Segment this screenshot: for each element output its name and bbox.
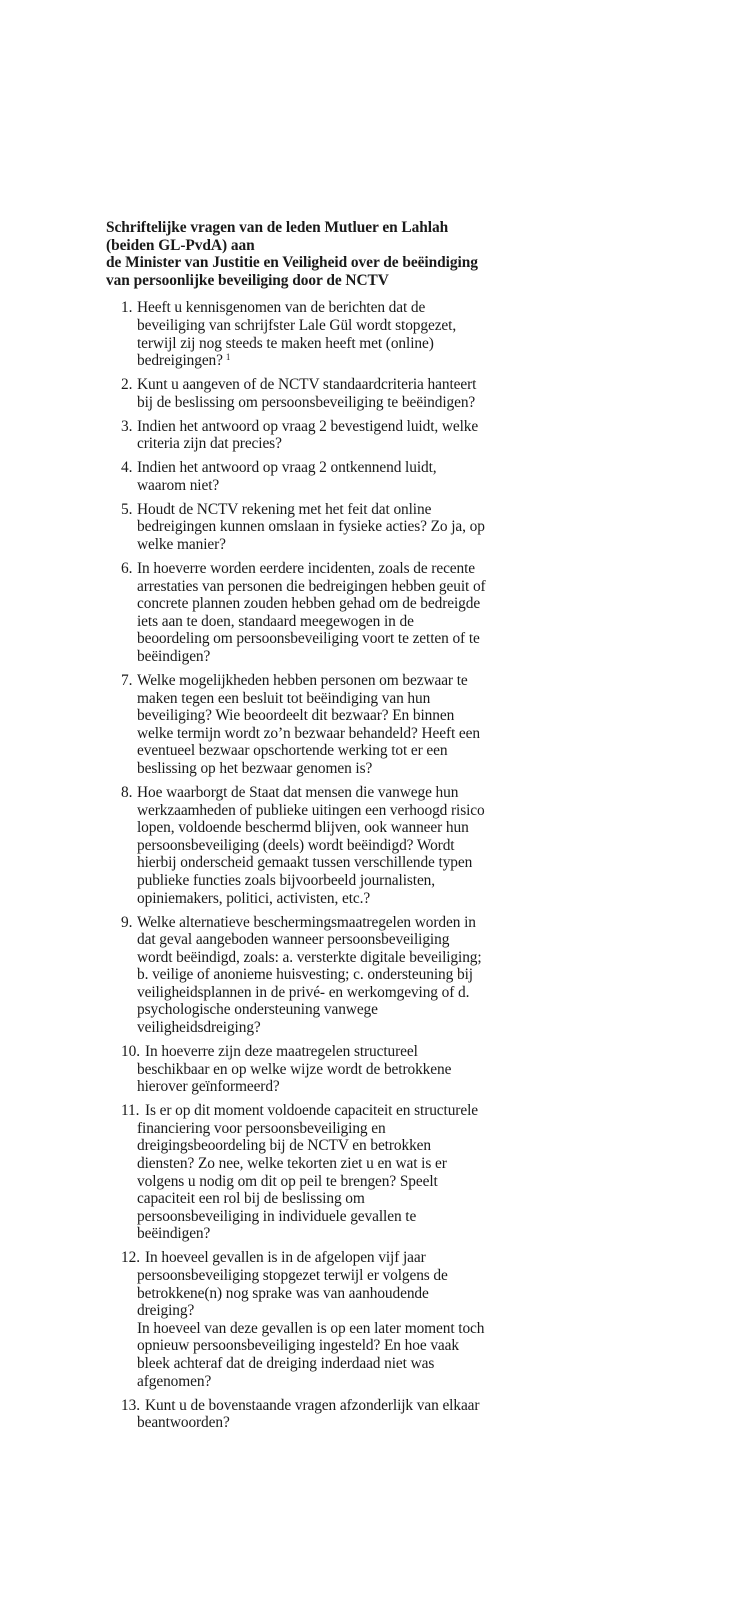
question-text-line bbox=[137, 802, 506, 820]
question-number: 9. bbox=[121, 913, 133, 931]
question-text: afgenomen? bbox=[137, 1372, 212, 1390]
question-text-line bbox=[137, 501, 506, 519]
question-text: beveiliging? Wie beoordeelt dit bezwaar? En binnen bbox=[137, 707, 455, 725]
question-text: psychologische ondersteuning vanwege bbox=[137, 1001, 378, 1019]
question-item bbox=[106, 784, 506, 907]
question-item bbox=[106, 299, 506, 369]
question-text: Indien het antwoord op vraag 2 bevestigend luidt, welke bbox=[137, 417, 479, 435]
question-number: 6. bbox=[121, 560, 133, 578]
question-text-line bbox=[137, 1208, 506, 1226]
question-text-line bbox=[137, 648, 506, 666]
question-text: bij de beslissing om persoonsbeveiliging te beëindigen? bbox=[137, 393, 476, 411]
question-text-line bbox=[137, 1190, 506, 1208]
question-text: volgens u nodig om dit op peil te brengen? Speelt bbox=[137, 1172, 438, 1190]
title-line: (beiden GL-PvdA) aan bbox=[106, 236, 255, 254]
question-text: beslissing op het bezwaar genomen is? bbox=[137, 759, 373, 777]
question-text-line bbox=[137, 560, 506, 578]
question-text-line bbox=[137, 578, 506, 596]
question-text: beëindigen? bbox=[137, 1225, 211, 1243]
question-list bbox=[106, 299, 506, 1431]
question-item bbox=[106, 914, 506, 1037]
question-text: opnieuw persoonsbeveiliging ingesteld? En hoe vaak bbox=[137, 1337, 459, 1355]
question-text: bleek achteraf dat de dreiging inderdaad niet was bbox=[137, 1354, 435, 1372]
question-text-line bbox=[137, 1061, 506, 1079]
question-text: lopen, voldoende beschermd blijven, ook wanneer hun bbox=[137, 819, 469, 837]
question-text: dreigingsbeoordeling bij de NCTV en betrokken bbox=[137, 1137, 431, 1155]
question-text-line bbox=[137, 931, 506, 949]
question-text: welke manier? bbox=[137, 536, 226, 554]
question-item bbox=[106, 1102, 506, 1243]
question-text: bedreigingen kunnen omslaan in fysieke acties? Zo ja, op bbox=[137, 518, 485, 536]
question-item bbox=[106, 1397, 506, 1432]
question-text: Heeft u kennisgenomen van de berichten dat de bbox=[137, 299, 426, 317]
question-text-line bbox=[137, 435, 506, 453]
question-text-line bbox=[137, 595, 506, 613]
question-text: welke termijn wordt zo’n bezwaar behandeld? Heeft een bbox=[137, 724, 480, 742]
question-text-line bbox=[137, 1137, 506, 1155]
question-item bbox=[106, 560, 506, 666]
question-text-line bbox=[137, 837, 506, 855]
question-number: 11. bbox=[121, 1102, 140, 1120]
question-text: betrokkene(n) nog sprake was van aanhoudende bbox=[137, 1284, 429, 1302]
question-text: Kunt u de bovenstaande vragen afzonderlijk van elkaar bbox=[145, 1396, 480, 1414]
question-text-line bbox=[137, 1397, 506, 1415]
question-text-line bbox=[137, 630, 506, 648]
question-item bbox=[106, 1249, 506, 1390]
question-text-line bbox=[137, 299, 506, 317]
question-text-line bbox=[137, 376, 506, 394]
question-text: bedreigingen? bbox=[137, 352, 223, 370]
question-text: waarom niet? bbox=[137, 476, 220, 494]
question-text: Is er op dit moment voldoende capaciteit en structurele bbox=[145, 1102, 478, 1120]
question-text-line bbox=[137, 966, 506, 984]
question-text: arrestaties van personen die bedreigingen hebben geuit of bbox=[137, 577, 486, 595]
question-text-line bbox=[137, 854, 506, 872]
question-text: criteria zijn dat precies? bbox=[137, 435, 282, 453]
question-text: veiligheidsdreiging? bbox=[137, 1019, 261, 1037]
question-text: beschikbaar en op welke wijze wordt de betrokkene bbox=[137, 1060, 452, 1078]
question-text-line bbox=[137, 335, 506, 353]
document-title bbox=[106, 219, 506, 289]
question-number: 10. bbox=[121, 1043, 140, 1061]
document-page bbox=[106, 219, 506, 1438]
question-text: werkzaamheden of publieke uitingen een verhoogd risico bbox=[137, 801, 485, 819]
question-number: 8. bbox=[121, 783, 133, 801]
question-text-line bbox=[137, 1267, 506, 1285]
question-text-line bbox=[137, 760, 506, 778]
question-text-line bbox=[137, 1019, 506, 1037]
question-text-line bbox=[137, 459, 506, 477]
question-text-line bbox=[137, 477, 506, 495]
question-number: 1. bbox=[121, 299, 133, 317]
question-text: Indien het antwoord op vraag 2 ontkennend luidt, bbox=[137, 459, 437, 477]
question-text-line bbox=[137, 317, 506, 335]
question-text: Kunt u aangeven of de NCTV standaardcriteria hanteert bbox=[137, 376, 477, 394]
question-text: dat geval aangeboden wanneer persoonsbeveiliging bbox=[137, 931, 450, 949]
question-text: opiniemakers, politici, activisten, etc.? bbox=[137, 889, 371, 907]
question-text-line bbox=[137, 872, 506, 890]
question-text-line bbox=[137, 1120, 506, 1138]
question-number: 13. bbox=[121, 1396, 140, 1414]
title-line: de Minister van Justitie en Veiligheid over de beëindiging bbox=[106, 254, 478, 272]
question-text: Houdt de NCTV rekening met het feit dat online bbox=[137, 500, 432, 518]
question-text: In hoeverre zijn deze maatregelen structureel bbox=[145, 1043, 418, 1061]
question-text: b. veilige of anonieme huisvesting; c. ondersteuning bij bbox=[137, 966, 473, 984]
question-number: 4. bbox=[121, 459, 133, 477]
question-text: hierbij onderscheid gemaakt tussen verschillende typen bbox=[137, 854, 473, 872]
question-text-line bbox=[137, 1285, 506, 1303]
question-number: 7. bbox=[121, 672, 133, 689]
question-text: wordt beëindigd, zoals: a. versterkte digitale beveiliging; bbox=[137, 948, 482, 966]
title-line: van persoonlijke beveiliging door de NCTV bbox=[106, 271, 389, 289]
question-text-line bbox=[137, 1320, 506, 1338]
question-text-line bbox=[137, 1302, 506, 1320]
question-text-line bbox=[137, 690, 506, 708]
question-text-line bbox=[137, 394, 506, 412]
question-text-line bbox=[137, 418, 506, 436]
question-text: Welke mogelijkheden hebben personen om bezwaar te bbox=[137, 672, 468, 689]
question-text: financiering voor persoonsbeveiliging en bbox=[137, 1119, 386, 1137]
question-text: terwijl zij nog steeds te maken heeft met (online) bbox=[137, 334, 434, 352]
question-text-line bbox=[137, 819, 506, 837]
question-text: persoonsbeveiliging stopgezet terwijl er volgens de bbox=[137, 1266, 448, 1284]
question-text-line bbox=[137, 1043, 506, 1061]
question-text-line bbox=[137, 1337, 506, 1355]
question-text: beoordeling om persoonsbeveiliging voort te zetten of te bbox=[137, 630, 480, 648]
question-text-line bbox=[137, 1355, 506, 1373]
question-text: diensten? Zo nee, welke tekorten ziet u en wat is er bbox=[137, 1155, 447, 1172]
question-text-line bbox=[137, 949, 506, 967]
question-text: hierover geïnformeerd? bbox=[137, 1078, 280, 1096]
question-text: beëindigen? bbox=[137, 648, 211, 666]
question-text: persoonsbeveiliging (deels) wordt beëindigd? Wordt bbox=[137, 836, 455, 854]
question-text-line bbox=[137, 707, 506, 725]
question-text-line bbox=[137, 914, 506, 932]
question-text-line bbox=[137, 536, 506, 554]
question-item bbox=[106, 672, 506, 778]
question-text-line bbox=[137, 742, 506, 760]
question-text: dreiging? bbox=[137, 1302, 195, 1320]
question-text: In hoeveel van deze gevallen is op een later moment toch bbox=[137, 1319, 485, 1337]
question-text: persoonsbeveiliging in individuele gevallen te bbox=[137, 1207, 417, 1225]
question-text: beantwoorden? bbox=[137, 1414, 230, 1432]
question-item bbox=[106, 418, 506, 453]
question-text-line bbox=[137, 725, 506, 743]
question-text: In hoeveel gevallen is in de afgelopen vijf jaar bbox=[145, 1249, 426, 1267]
question-item bbox=[106, 459, 506, 494]
question-text-line bbox=[137, 1001, 506, 1019]
question-text-line bbox=[137, 1414, 506, 1432]
question-item bbox=[106, 501, 506, 554]
question-text: Hoe waarborgt de Staat dat mensen die vanwege hun bbox=[137, 783, 459, 801]
question-text-line bbox=[137, 1225, 506, 1243]
question-text: publieke functies zoals bijvoorbeeld journalisten, bbox=[137, 871, 436, 889]
title-line: Schriftelijke vragen van de leden Mutluer en Lahlah bbox=[106, 219, 449, 236]
question-text: veiligheidsplannen in de privé- en werkomgeving of d. bbox=[137, 983, 470, 1001]
question-number: 12. bbox=[121, 1249, 140, 1267]
question-text-line bbox=[137, 890, 506, 908]
question-number: 2. bbox=[121, 376, 133, 394]
question-text-line bbox=[137, 1173, 506, 1191]
question-text-line bbox=[137, 613, 506, 631]
question-text: capaciteit een rol bij de beslissing om bbox=[137, 1190, 365, 1208]
question-text: concrete plannen zouden hebben gehad om de bedreigde bbox=[137, 595, 481, 613]
question-text: eventueel bezwaar opschortende werking tot er een bbox=[137, 742, 448, 760]
question-item bbox=[106, 1043, 506, 1096]
question-text: beveiliging van schrijfster Lale Gül wordt stopgezet, bbox=[137, 316, 457, 334]
question-text-line bbox=[137, 1102, 506, 1120]
question-text-line bbox=[137, 518, 506, 536]
question-text-line bbox=[137, 984, 506, 1002]
question-text: Welke alternatieve beschermingsmaatregelen worden in bbox=[137, 913, 476, 931]
question-number: 5. bbox=[121, 500, 133, 518]
question-text-line bbox=[137, 672, 506, 690]
question-number: 3. bbox=[121, 417, 133, 435]
question-text-line bbox=[137, 1155, 506, 1173]
question-item bbox=[106, 376, 506, 411]
question-text: In hoeverre worden eerdere incidenten, zoals de recente bbox=[137, 560, 476, 578]
question-text-line bbox=[137, 784, 506, 802]
question-text-line bbox=[137, 1078, 506, 1096]
question-text: maken tegen een besluit tot beëindiging van hun bbox=[137, 689, 431, 707]
question-text-line bbox=[137, 1373, 506, 1391]
question-text-line bbox=[137, 1249, 506, 1267]
question-text: iets aan te doen, standaard meegewogen in de bbox=[137, 612, 414, 630]
footnote-reference[interactable]: 1 bbox=[225, 352, 231, 363]
question-text-line bbox=[137, 352, 506, 370]
